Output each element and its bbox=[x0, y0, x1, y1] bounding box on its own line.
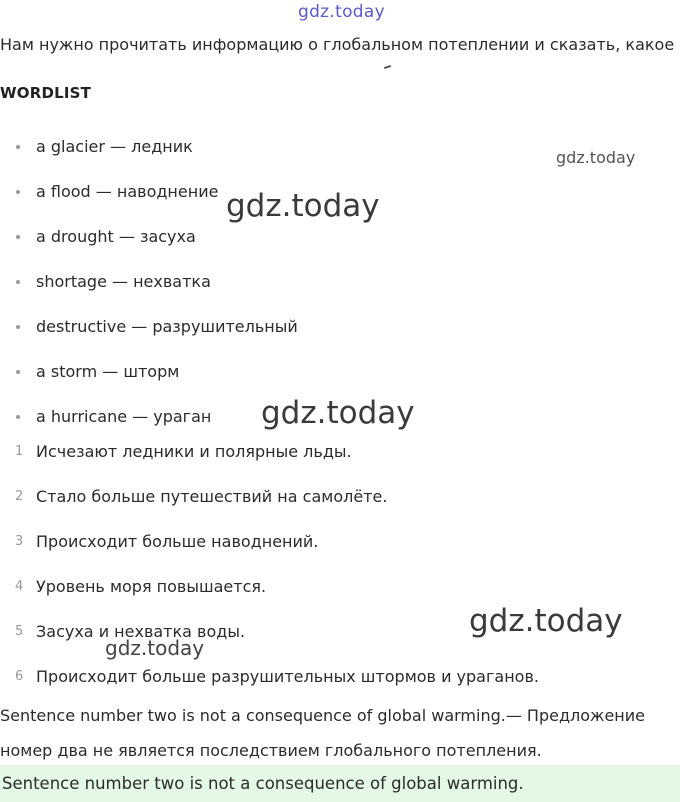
sentence-text: Исчезают ледники и полярные льды. bbox=[36, 442, 352, 461]
list-item bbox=[0, 524, 539, 569]
word-entry: a storm — шторм bbox=[36, 362, 180, 381]
watermark: gdz.today bbox=[556, 148, 636, 167]
sentence-number: 5 bbox=[15, 624, 24, 639]
wordlist bbox=[0, 129, 298, 444]
word-entry: a hurricane — ураган bbox=[36, 407, 212, 426]
sentence-text: Происходит больше наводнений. bbox=[36, 532, 319, 551]
bullet-icon bbox=[16, 235, 20, 239]
bullet-icon bbox=[16, 280, 20, 284]
watermark-top: gdz.today bbox=[298, 2, 385, 22]
sentence-text: Засуха и нехватка воды. bbox=[36, 622, 246, 641]
list-item bbox=[0, 309, 298, 354]
sentence-text: Происходит больше разрушительных штормов и ураганов. bbox=[36, 667, 539, 686]
watermark: gdz.today bbox=[261, 395, 415, 431]
stray-mark bbox=[384, 65, 391, 69]
list-item bbox=[0, 479, 539, 524]
sentence-number: 2 bbox=[15, 489, 24, 504]
bullet-icon bbox=[16, 145, 20, 149]
list-item bbox=[0, 614, 539, 659]
answer-highlight: Sentence number two is not a consequence of global warming. bbox=[0, 765, 680, 802]
sentence-number: 4 bbox=[15, 579, 24, 594]
conclusion-text: Sentence number two is not a consequence of global warming.— Предложение номер два не является последствием глобального потепления. bbox=[0, 706, 645, 760]
bullet-icon bbox=[16, 190, 20, 194]
sentence-number: 3 bbox=[15, 534, 24, 549]
sentence-number: 6 bbox=[15, 669, 24, 684]
word-entry: a drought — засуха bbox=[36, 227, 196, 246]
bullet-icon bbox=[16, 325, 20, 329]
watermark: gdz.today bbox=[469, 603, 623, 639]
intro-text: Нам нужно прочитать информацию о глобальном потеплении и сказать, какое bbox=[0, 35, 675, 54]
sentence-number: 1 bbox=[15, 444, 24, 459]
word-entry: destructive — разрушительный bbox=[36, 317, 298, 336]
list-item bbox=[0, 129, 298, 174]
bullet-icon bbox=[16, 370, 20, 374]
bullet-icon bbox=[16, 415, 20, 419]
wordlist-heading: WORDLIST bbox=[0, 84, 92, 102]
list-item bbox=[0, 434, 539, 479]
sentence-list bbox=[0, 434, 539, 704]
list-item bbox=[0, 264, 298, 309]
list-item bbox=[0, 354, 298, 399]
word-entry: a flood — наводнение bbox=[36, 182, 219, 201]
word-entry: a glacier — ледник bbox=[36, 137, 193, 156]
list-item bbox=[0, 219, 298, 264]
watermark: gdz.today bbox=[226, 188, 380, 224]
list-item bbox=[0, 569, 539, 614]
sentence-text: Уровень моря повышается. bbox=[36, 577, 267, 596]
word-entry: shortage — нехватка bbox=[36, 272, 211, 291]
watermark: gdz.today bbox=[105, 636, 205, 660]
sentence-text: Стало больше путешествий на самолёте. bbox=[36, 487, 388, 506]
